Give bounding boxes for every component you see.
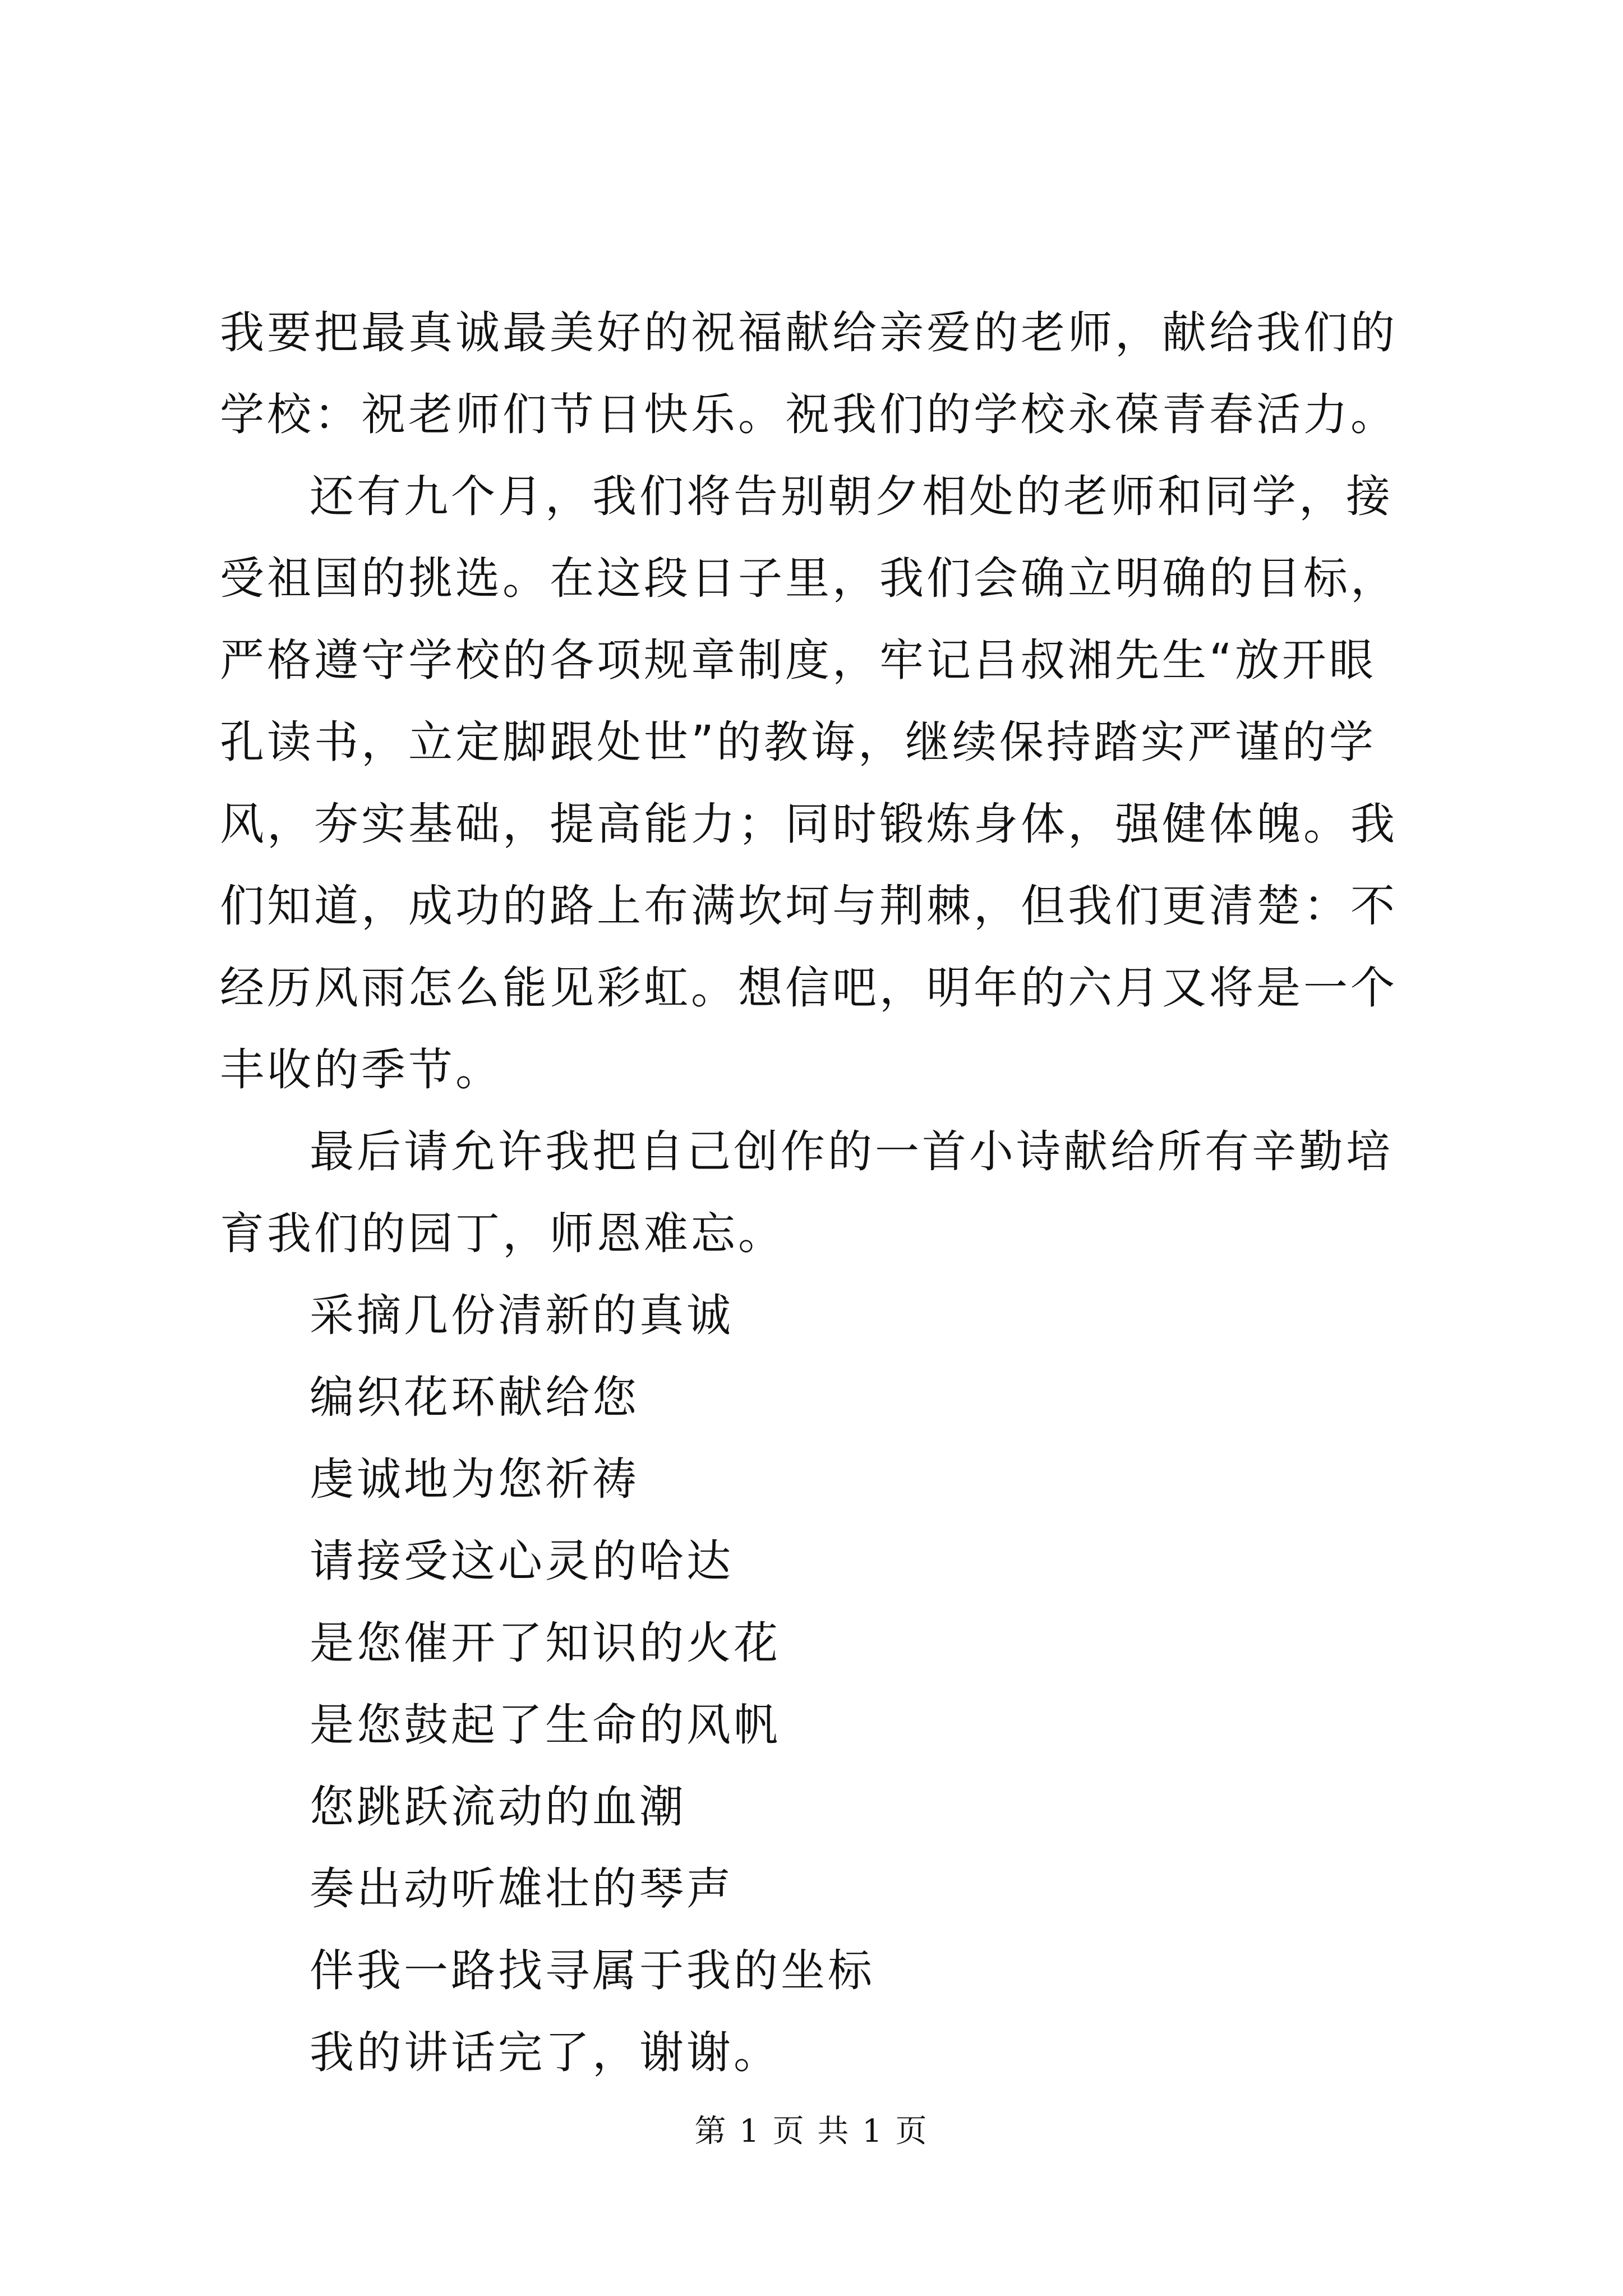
document-body: [220, 292, 1420, 2093]
poem-line: 采摘几份清新的真诚: [310, 1290, 734, 1341]
paragraph-graduation: 还有九个月，我们将告别朝夕相处的老师和同学，接受祖国的挑选。在这段日子里，我们会确立明确的目标，严格遵守学校的各项规章制度，牢记吕叔湘先生“放开眼孔读书，立定脚跟处世”的教诲，继续保持踏实严谨的学风，夯实基础，提高能力；同时锻炼身体，强健体魄。我们知道，成功的路上布满坎坷与荆棘，但我们更清楚：不经历风雨怎么能见彩虹。想信吧，明年的六月又将是一个丰收的季节。: [220, 471, 1398, 1096]
closing-line: 我的讲话完了，谢谢。: [310, 2027, 781, 2078]
poem-line: 请接受这心灵的哈达: [310, 1535, 734, 1587]
poem-line: 奏出动听雄壮的琴声: [310, 1863, 734, 1915]
poem-line: 伴我一路找寻属于我的坐标: [310, 1945, 875, 1996]
poem: [220, 1274, 1420, 2012]
poem-line: 编织花环献给您: [310, 1372, 639, 1423]
poem-line: 您跳跃流动的血潮: [310, 1781, 686, 1833]
page-footer: 第 1 页 共 1 页: [694, 2113, 929, 2150]
poem-line: 是您催开了知识的火花: [310, 1617, 781, 1669]
poem-line: 是您鼓起了生命的风帆: [310, 1699, 781, 1751]
poem-line: 虔诚地为您祈祷: [310, 1453, 639, 1505]
paragraph-blessing: 我要把最真诚最美好的祝福献给亲爱的老师，献给我们的学校：祝老师们节日快乐。祝我们的学校永葆青春活力。: [220, 307, 1398, 440]
paragraph-poem-intro: 最后请允许我把自己创作的一首小诗献给所有辛勤培育我们的园丁，师恩难忘。: [220, 1126, 1393, 1259]
